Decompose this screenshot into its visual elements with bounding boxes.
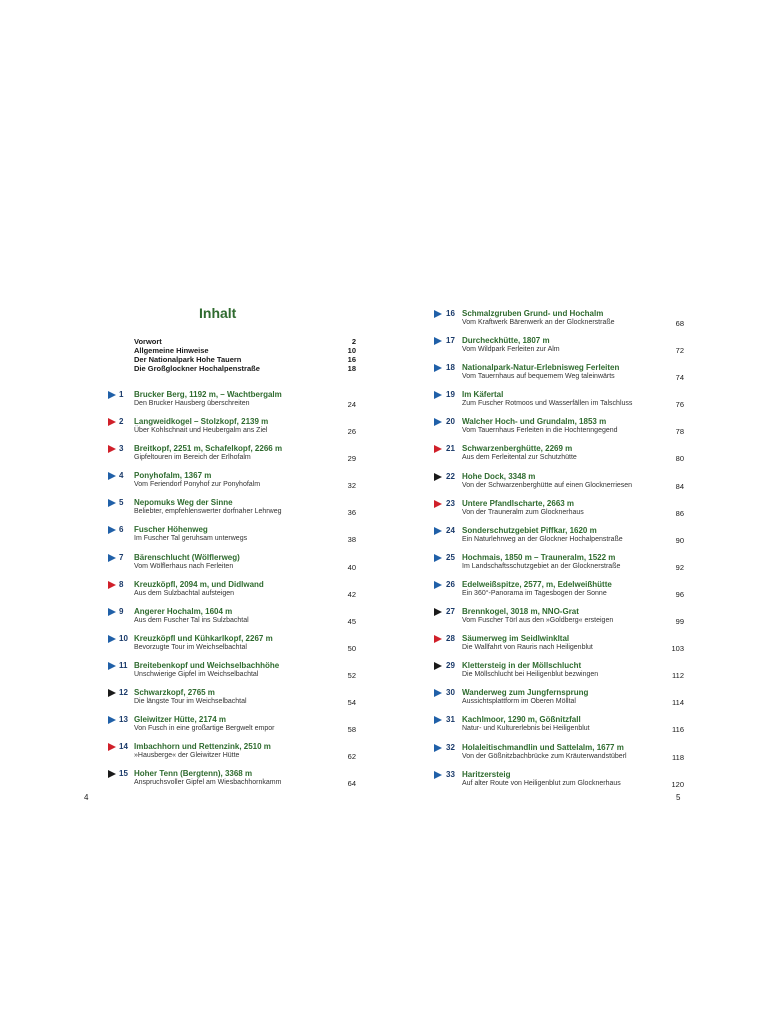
tour-page: 72: [675, 346, 684, 356]
tour-title: Untere Pfandlscharte, 2663 m: [462, 498, 575, 508]
front-matter-label: Die Großglockner Hochalpenstraße: [134, 364, 260, 373]
tour-subtitle: Ein 360°-Panorama im Tagesbogen der Sonne: [462, 589, 607, 597]
front-matter-page: 16: [347, 355, 356, 364]
tour-number: 3: [119, 444, 124, 454]
tour-subtitle: Im Fuscher Tal geruhsam unterwegs: [134, 535, 248, 543]
tour-number: 7: [119, 552, 124, 562]
tour-page: 99: [675, 617, 684, 627]
tour-title: Angerer Hochalm, 1604 m: [134, 606, 233, 616]
triangle-marker-icon: [108, 743, 116, 751]
triangle-marker-icon: [434, 445, 442, 453]
tour-page: 114: [672, 698, 684, 708]
tour-number: 23: [446, 498, 455, 508]
tour-page: 118: [672, 752, 684, 762]
tour-page: 54: [347, 698, 356, 708]
toc-entry[interactable]: [108, 498, 356, 525]
tour-number: 21: [446, 444, 455, 454]
toc-entry[interactable]: [108, 688, 356, 715]
toc-entry[interactable]: [108, 390, 356, 417]
tour-title: Kachlmoor, 1290 m, Gößnitzfall: [462, 715, 581, 725]
tour-page: 50: [347, 643, 356, 653]
tour-page: 42: [347, 589, 356, 599]
tour-subtitle: Beliebter, empfehlenswerter dorfnaher Lehrweg: [134, 508, 282, 516]
tour-subtitle: Aussichtsplattform im Oberen Mölltal: [462, 698, 576, 706]
tour-number: 20: [446, 417, 455, 427]
tour-title: Walcher Hoch- und Grundalm, 1853 m: [462, 417, 607, 427]
front-matter-page: 2: [351, 337, 356, 346]
tour-subtitle: Von der Gößnitzbachbrücke zum Kräuterwandstüberl: [462, 752, 627, 760]
toc-entry[interactable]: [434, 336, 684, 363]
tour-number: 28: [446, 634, 455, 644]
tour-number: 12: [119, 688, 128, 698]
triangle-marker-icon: [108, 418, 116, 426]
tour-page: 24: [347, 400, 356, 409]
tour-title: Schwarzenberghütte, 2269 m: [462, 444, 573, 454]
toc-entry[interactable]: [434, 743, 684, 770]
tour-title: Im Käfertal: [462, 390, 504, 400]
toc-entry[interactable]: [108, 525, 356, 552]
toc-entry[interactable]: [434, 417, 684, 444]
tour-subtitle: Unschwierige Gipfel im Weichselbachtal: [134, 670, 259, 678]
tour-page: 26: [347, 427, 356, 437]
toc-entry[interactable]: [108, 742, 356, 769]
front-matter-item[interactable]: [134, 346, 356, 355]
tour-page: 92: [675, 562, 684, 572]
tour-title: Haritzersteig: [462, 769, 511, 779]
toc-entry[interactable]: [108, 444, 356, 471]
toc-entry[interactable]: [434, 715, 684, 742]
tour-subtitle: Auf alter Route von Heiligenblut zum Glocknerhaus: [462, 779, 621, 787]
tour-title: Nepomuks Weg der Sinne: [134, 498, 233, 508]
tour-subtitle: Von Fusch in eine großartige Bergwelt empor: [134, 725, 275, 733]
toc-entry[interactable]: [108, 769, 356, 796]
triangle-marker-icon: [108, 770, 116, 778]
toc-entry[interactable]: [434, 499, 684, 526]
toc-entry[interactable]: [108, 471, 356, 498]
tour-number: 15: [119, 769, 128, 779]
toc-entry[interactable]: [434, 661, 684, 688]
tour-subtitle: Aus dem Ferleitental zur Schutzhütte: [462, 454, 577, 462]
toc-entry[interactable]: [434, 688, 684, 715]
tour-page: 103: [671, 644, 684, 654]
tour-subtitle: Von der Schwarzenberghütte auf einen Glocknerriesen: [462, 481, 633, 489]
tour-subtitle: Vom Feriendorf Ponyhof zur Ponyhofalm: [134, 481, 261, 489]
tour-title: Hoher Tenn (Bergtenn), 3368 m: [134, 769, 253, 779]
page-number-right: 5: [676, 793, 681, 802]
toc-right-column: [434, 309, 684, 797]
tour-title: Schwarzkopf, 2765 m: [134, 688, 215, 698]
tour-page: 84: [675, 481, 684, 491]
tour-title: Holaleitischmandlin und Sattelalm, 1677 m: [462, 742, 624, 752]
tour-page: 116: [672, 725, 684, 735]
tour-number: 30: [446, 688, 455, 698]
tour-subtitle: Vom Tauernhaus Ferleiten in die Hochtenngegend: [462, 427, 618, 435]
tour-title: Sonderschutzgebiet Piffkar, 1620 m: [462, 525, 597, 535]
toc-entry[interactable]: [108, 661, 356, 688]
tour-number: 18: [446, 363, 455, 373]
triangle-marker-icon: [434, 500, 442, 508]
triangle-marker-icon: [434, 635, 442, 643]
tour-subtitle: Ein Naturlehrweg an der Glockner Hochalpenstraße: [462, 535, 623, 543]
triangle-marker-icon: [434, 716, 442, 724]
tour-subtitle: Natur- und Kulturerlebnis bei Heiligenblut: [462, 725, 590, 733]
triangle-marker-icon: [434, 473, 442, 481]
tour-page: 74: [675, 373, 684, 383]
tour-subtitle: Vom Fuscher Törl aus den »Goldberg« ersteigen: [462, 617, 614, 625]
toc-entry[interactable]: [434, 444, 684, 471]
triangle-marker-icon: [108, 499, 116, 507]
triangle-marker-icon: [108, 581, 116, 589]
triangle-marker-icon: [434, 391, 442, 399]
tour-page: 36: [347, 508, 356, 518]
tour-title: Hochmais, 1850 m – Trauneralm, 1522 m: [462, 552, 616, 562]
tour-title: Schmalzgruben Grund- und Hochalm: [462, 309, 604, 318]
tour-number: 17: [446, 336, 455, 346]
tour-page: 64: [347, 779, 356, 789]
tour-number: 22: [446, 471, 455, 481]
triangle-marker-icon: [108, 662, 116, 670]
tour-subtitle: Bevorzugte Tour im Weichselbachtal: [134, 643, 247, 651]
tour-page: 78: [675, 427, 684, 437]
tour-subtitle: Aus dem Sulzbachtal aufsteigen: [134, 589, 235, 597]
triangle-marker-icon: [434, 689, 442, 697]
tour-number: 10: [119, 633, 128, 643]
toc-entry[interactable]: [434, 580, 684, 607]
triangle-marker-icon: [434, 662, 442, 670]
tour-number: 27: [446, 607, 455, 617]
tour-page: 96: [675, 589, 684, 599]
tour-title: Kreuzköpfl, 2094 m, und Didlwand: [134, 579, 264, 589]
tour-subtitle: Gipfeltouren im Bereich der Erlhofalm: [134, 454, 251, 462]
triangle-marker-icon: [108, 716, 116, 724]
tour-title: Edelweißspitze, 2577, m, Edelweißhütte: [462, 579, 612, 589]
tour-subtitle: Von der Trauneralm zum Glocknerhaus: [462, 508, 584, 516]
front-matter-label: Vorwort: [134, 337, 162, 346]
tour-subtitle: Aus dem Fuscher Tal ins Sulzbachtal: [134, 616, 249, 624]
tour-subtitle: Vom Tauernhaus auf bequemem Weg taleinwärts: [462, 373, 615, 381]
tour-page: 29: [347, 454, 356, 464]
toc-entry[interactable]: [108, 634, 356, 661]
tour-title: Durcheckhütte, 1807 m: [462, 336, 550, 346]
tour-subtitle: Vom Kraftwerk Bärenwerk an der Glocknerstraße: [462, 319, 615, 326]
tour-number: 29: [446, 661, 455, 671]
triangle-marker-icon: [434, 337, 442, 345]
toc-entry[interactable]: [434, 770, 684, 797]
front-matter-item[interactable]: [134, 337, 356, 346]
tour-title: Breitebenkopf und Weichselbachhöhe: [134, 660, 280, 670]
toc-entry[interactable]: [434, 309, 684, 336]
tour-title: Kreuzköpfl und Kühkarlkopf, 2267 m: [134, 633, 273, 643]
front-matter-label: Allgemeine Hinweise: [134, 346, 209, 355]
triangle-marker-icon: [108, 445, 116, 453]
toc-entry[interactable]: [434, 363, 684, 390]
tour-title: Wanderweg zum Jungfernsprung: [462, 688, 589, 698]
tour-subtitle: Vom Wölflerhaus nach Ferleiten: [134, 562, 234, 570]
tour-page: 90: [675, 535, 684, 545]
tour-title: Fuscher Höhenweg: [134, 525, 208, 535]
page-number-left: 4: [84, 793, 89, 802]
tour-number: 25: [446, 552, 455, 562]
tour-subtitle: Den Brucker Hausberg überschreiten: [134, 400, 250, 407]
triangle-marker-icon: [434, 418, 442, 426]
tour-subtitle: Die längste Tour im Weichselbachtal: [134, 698, 247, 706]
triangle-marker-icon: [108, 391, 116, 399]
toc-entry[interactable]: [434, 634, 684, 661]
tour-number: 8: [119, 579, 124, 589]
tour-number: 32: [446, 742, 455, 752]
tour-title: Gleiwitzer Hütte, 2174 m: [134, 715, 227, 725]
tour-page: 40: [347, 562, 356, 572]
tour-title: Brucker Berg, 1192 m, – Wachtbergalm: [134, 390, 282, 399]
tour-number: 26: [446, 579, 455, 589]
tour-number: 33: [446, 769, 455, 779]
tour-page: 58: [347, 725, 356, 735]
triangle-marker-icon: [434, 581, 442, 589]
front-matter-list: [134, 337, 356, 373]
tour-title: Ponyhofalm, 1367 m: [134, 471, 212, 481]
tour-title: Langweidkogel – Stolzkopf, 2139 m: [134, 417, 269, 427]
tour-page: 38: [347, 535, 356, 545]
triangle-marker-icon: [108, 554, 116, 562]
toc-entry[interactable]: [108, 715, 356, 742]
tour-page: 86: [675, 508, 684, 518]
tour-subtitle: Die Wallfahrt von Rauris nach Heiligenblut: [462, 644, 593, 652]
tour-page: 68: [675, 319, 684, 328]
tour-page: 80: [675, 454, 684, 464]
toc-entry[interactable]: [108, 580, 356, 607]
tour-number: 1: [119, 390, 124, 399]
triangle-marker-icon: [434, 527, 442, 535]
toc-entry[interactable]: [434, 472, 684, 499]
tour-subtitle: Die Möllschlucht bei Heiligenblut bezwingen: [462, 671, 599, 679]
triangle-marker-icon: [108, 608, 116, 616]
triangle-marker-icon: [108, 689, 116, 697]
tour-number: 16: [446, 309, 455, 318]
tour-title: Imbachhorn und Rettenzink, 2510 m: [134, 742, 271, 752]
toc-entry[interactable]: [108, 607, 356, 634]
tour-page: 112: [672, 671, 684, 681]
front-matter-item[interactable]: [134, 364, 356, 373]
triangle-marker-icon: [434, 310, 442, 318]
tour-title: Brennkogel, 3018 m, NNO-Grat: [462, 607, 579, 617]
tour-number: 4: [119, 471, 124, 481]
toc-entry[interactable]: [108, 417, 356, 444]
tour-subtitle: Vom Wildpark Ferleiten zur Alm: [462, 346, 560, 354]
front-matter-page: 18: [347, 364, 356, 373]
tour-number: 9: [119, 606, 124, 616]
tour-title: Säumerweg im Seidlwinkltal: [462, 634, 570, 644]
toc-left-column: [108, 390, 356, 796]
tour-subtitle: Im Landschaftsschutzgebiet an der Glocknerstraße: [462, 562, 621, 570]
page-title: Inhalt: [199, 305, 237, 321]
triangle-marker-icon: [108, 635, 116, 643]
tour-number: 24: [446, 525, 455, 535]
toc-entry[interactable]: [434, 553, 684, 580]
toc-entry[interactable]: [434, 607, 684, 634]
tour-number: 14: [119, 742, 128, 752]
front-matter-label: Der Nationalpark Hohe Tauern: [134, 355, 242, 364]
tour-page: 52: [347, 670, 356, 680]
tour-page: 62: [347, 752, 356, 762]
toc-entry[interactable]: [108, 553, 356, 580]
tour-title: Klettersteig in der Möllschlucht: [462, 661, 582, 671]
tour-number: 13: [119, 715, 128, 725]
tour-number: 11: [119, 660, 128, 670]
triangle-marker-icon: [434, 608, 442, 616]
tour-number: 6: [119, 525, 124, 535]
tour-title: Nationalpark-Natur-Erlebnisweg Ferleiten: [462, 363, 620, 373]
triangle-marker-icon: [108, 472, 116, 480]
toc-entry[interactable]: [434, 526, 684, 553]
tour-number: 19: [446, 390, 455, 400]
tour-page: 32: [347, 481, 356, 491]
tour-subtitle: Zum Fuscher Rotmoos und Wasserfällen im Talschluss: [462, 400, 633, 408]
tour-title: Bärenschlucht (Wölflerweg): [134, 552, 240, 562]
triangle-marker-icon: [434, 744, 442, 752]
triangle-marker-icon: [434, 554, 442, 562]
toc-entry[interactable]: [434, 390, 684, 417]
front-matter-page: 10: [347, 346, 356, 355]
tour-number: 5: [119, 498, 124, 508]
tour-page: 45: [347, 616, 356, 626]
tour-number: 31: [446, 715, 455, 725]
front-matter-item[interactable]: [134, 355, 356, 364]
tour-subtitle: Über Kohlschnait und Heubergalm ans Ziel: [134, 427, 268, 435]
triangle-marker-icon: [434, 364, 442, 372]
triangle-marker-icon: [434, 771, 442, 779]
tour-page: 120: [671, 779, 684, 789]
tour-page: 76: [675, 400, 684, 410]
tour-subtitle: »Hausberge« der Gleiwitzer Hütte: [134, 752, 240, 760]
triangle-marker-icon: [108, 526, 116, 534]
tour-title: Breitkopf, 2251 m, Schafelkopf, 2266 m: [134, 444, 283, 454]
tour-subtitle: Anspruchsvoller Gipfel am Wiesbachhornkamm: [134, 779, 282, 787]
tour-number: 2: [119, 417, 124, 427]
tour-title: Hohe Dock, 3348 m: [462, 471, 536, 481]
